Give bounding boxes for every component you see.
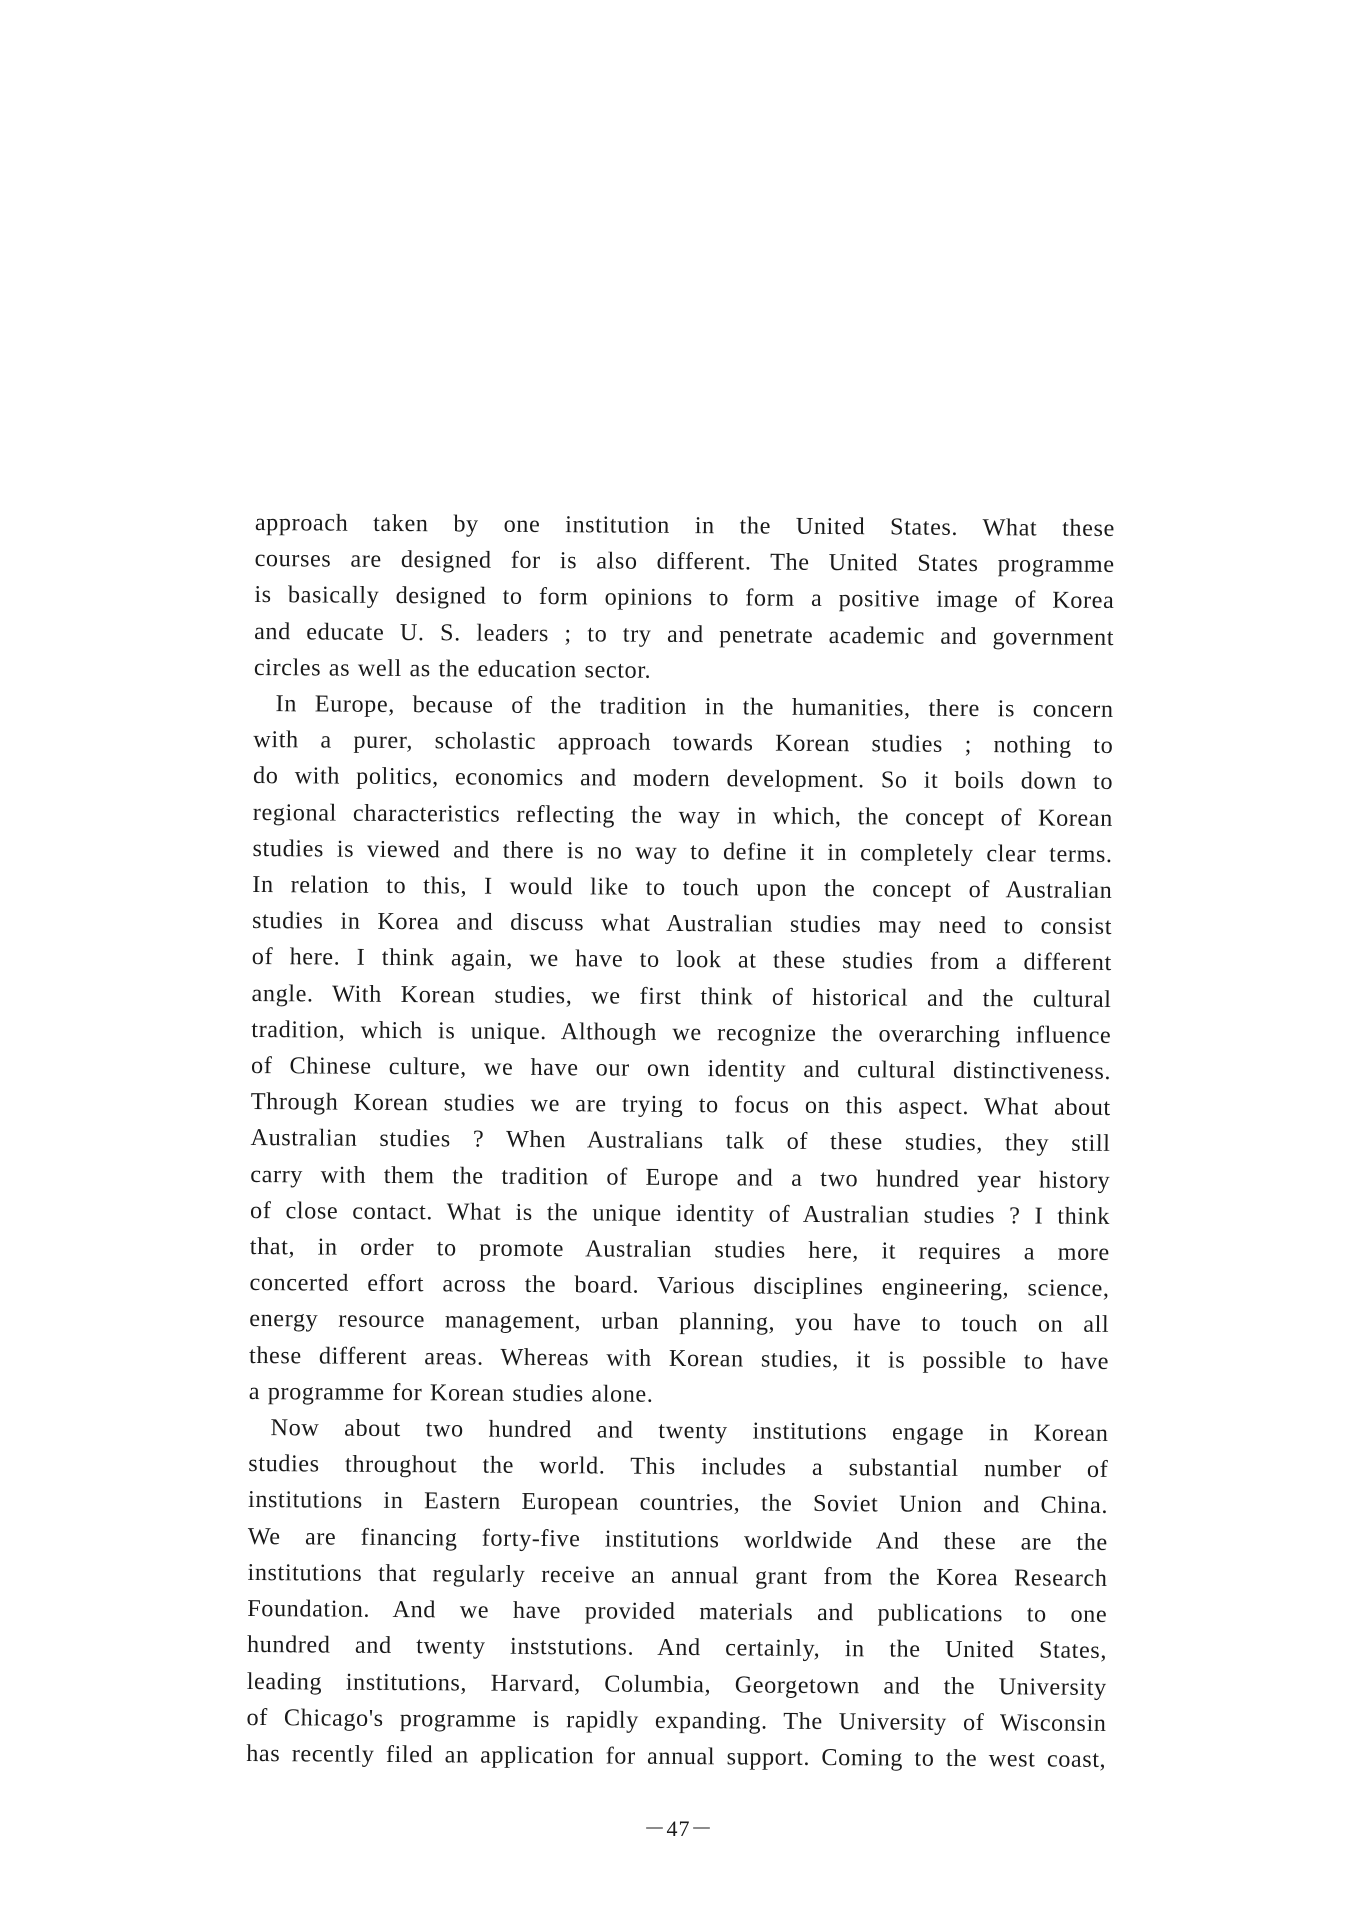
text-line: Australian studies ? When Australians talk of these studies, they still bbox=[250, 1124, 1111, 1158]
text-line: has recently filed an application for annual support. Coming to the west coast, bbox=[246, 1739, 1107, 1773]
text-line: Now about two hundred and twenty institutions engage in Korean bbox=[270, 1414, 1109, 1448]
text-line: In Europe, because of the tradition in the humanities, there is concern bbox=[275, 690, 1114, 724]
text-line: energy resource management, urban planning, you have to touch on all bbox=[249, 1305, 1110, 1339]
text-line: with a purer, scholastic approach towards Korean studies ; nothing to bbox=[253, 726, 1114, 760]
text-line: of here. I think again, we have to look at these studies from a different bbox=[251, 943, 1112, 977]
text-line: studies in Korea and discuss what Australian studies may need to consist bbox=[252, 907, 1113, 941]
text-line: of close contact. What is the unique identity of Australian studies ? I think bbox=[249, 1196, 1111, 1230]
text-line: hundred and twenty inststutions. And certainly, in the United States, bbox=[246, 1631, 1108, 1665]
text-line: these different areas. Whereas with Korean studies, it is possible to have bbox=[248, 1341, 1110, 1375]
text-line: Through Korean studies we are trying to focus on this aspect. What about bbox=[250, 1088, 1111, 1122]
text-line: and educate U. S. leaders ; to try and penetrate academic and government bbox=[254, 617, 1115, 651]
page-number: －47－ bbox=[643, 1816, 714, 1841]
text-line: regional characteristics reflecting the way in which, the concept of Korean bbox=[252, 798, 1113, 832]
text-line: institutions that regularly receive an annual grant from the Korea Research bbox=[247, 1558, 1108, 1592]
body-text bbox=[246, 505, 1115, 1778]
text-line: courses are designed for is also different. The United States programme bbox=[254, 545, 1115, 579]
text-line: In relation to this, I would like to touch upon the concept of Australian bbox=[252, 871, 1113, 905]
text-line: carry with them the tradition of Europe and a two hundred year history bbox=[250, 1160, 1111, 1194]
text-line: Foundation. And we have provided materials and publications to one bbox=[247, 1595, 1108, 1629]
text-line: of Chicago's programme is rapidly expanding. The University of Wisconsin bbox=[246, 1703, 1107, 1737]
text-line: approach taken by one institution in the United States. What these bbox=[254, 508, 1115, 543]
text-line: concerted effort across the board. Various disciplines engineering, science, bbox=[249, 1269, 1110, 1303]
text-line: institutions in Eastern European countries, the Soviet Union and China. bbox=[247, 1486, 1109, 1520]
text-line: is basically designed to form opinions to form a positive image of Korea bbox=[254, 581, 1115, 615]
text-line: leading institutions, Harvard, Columbia, Georgetown and the University bbox=[246, 1667, 1107, 1701]
text-line: of Chinese culture, we have our own identity and cultural distinctiveness. bbox=[250, 1052, 1112, 1086]
text-line: studies throughout the world. This includes a substantial number of bbox=[248, 1450, 1109, 1484]
text-line: do with politics, economics and modern development. So it boils down to bbox=[253, 762, 1114, 796]
text-line: a programme for Korean studies alone. bbox=[248, 1377, 654, 1408]
text-line: circles as well as the education sector. bbox=[253, 653, 652, 684]
text-line: We are financing forty-five institutions worldwide And these are the bbox=[247, 1522, 1108, 1556]
text-line: tradition, which is unique. Although we recognize the overarching influence bbox=[251, 1015, 1112, 1049]
text-line: that, in order to promote Australian studies here, it requires a more bbox=[249, 1233, 1110, 1267]
text-line: angle. With Korean studies, we first think of historical and the cultural bbox=[251, 979, 1112, 1013]
text-line: studies is viewed and there is no way to define it in completely clear terms. bbox=[252, 834, 1113, 868]
